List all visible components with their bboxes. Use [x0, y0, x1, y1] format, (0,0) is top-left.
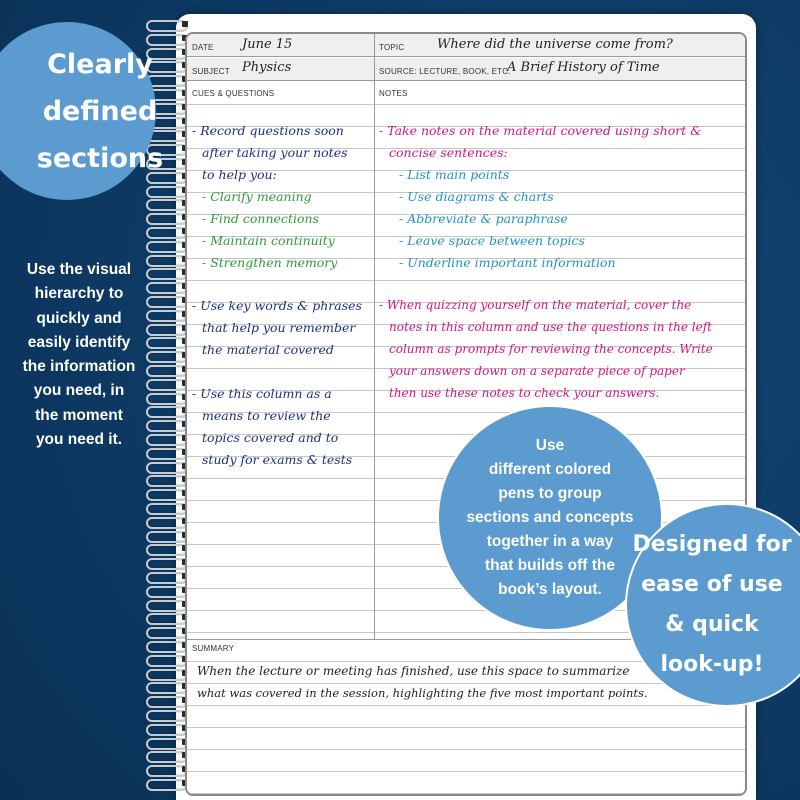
callout-line: ease of use: [641, 572, 783, 597]
callout-line: Use: [535, 437, 565, 454]
callout-line: that builds off the: [484, 557, 615, 574]
side-line: the moment: [35, 406, 123, 424]
callout-designed-for: [625, 503, 800, 707]
spiral-coil: [146, 558, 188, 568]
spiral-coil: [146, 517, 188, 527]
callout-line: Designed for: [632, 532, 792, 557]
source-label: SOURCE: LECTURE, BOOK, ETC.: [379, 67, 511, 76]
spiral-coil: [146, 227, 188, 237]
side-line: hierarchy to: [34, 285, 124, 303]
spiral-coil: [146, 655, 188, 665]
note-line: then use these notes to check your answers.: [389, 386, 660, 400]
cue-line: - Use key words & phrases: [192, 298, 362, 313]
summary-label: SUMMARY: [192, 644, 235, 653]
cue-item: - Strengthen memory: [202, 255, 338, 270]
rule-line: [187, 104, 745, 105]
topic-label: TOPIC: [379, 43, 405, 52]
spiral-coil: [146, 462, 188, 472]
callout-line: defined: [42, 95, 158, 127]
rule-line: [187, 749, 745, 750]
spiral-coil: [146, 724, 188, 734]
spiral-coil: [146, 627, 188, 637]
cue-line: topics covered and to: [202, 430, 339, 445]
spiral-coil: [146, 738, 188, 748]
cues-column-label: CUES & QUESTIONS: [192, 89, 275, 98]
side-line: the information: [22, 358, 136, 376]
cue-line: study for exams & tests: [202, 452, 353, 467]
spiral-coil: [146, 531, 188, 541]
note-item: - Underline important information: [399, 255, 616, 270]
callout-line: sections: [36, 142, 164, 174]
callout-line: Clearly: [47, 48, 153, 80]
note-line: your answers down on a separate piece of paper: [389, 364, 685, 378]
spiral-coil: [146, 489, 188, 499]
date-value: June 15: [242, 37, 293, 52]
rule-line: [187, 793, 745, 794]
note-line: - When quizzing yourself on the material, cover the: [379, 298, 692, 312]
summary-line: what was covered in the session, highlighting the five most important points.: [197, 686, 648, 700]
callout-clearly-defined: [0, 22, 164, 200]
spiral-coil: [146, 586, 188, 596]
spiral-coil: [146, 241, 188, 251]
callout-line: look-up!: [660, 652, 764, 677]
callout-line: sections and concepts: [466, 509, 634, 526]
callout-line: together in a way: [486, 533, 614, 550]
note-item: - Abbreviate & paraphrase: [399, 211, 568, 226]
cue-item: - Find connections: [202, 211, 319, 226]
topic-value: Where did the universe come from?: [437, 37, 673, 52]
callout-line: book’s layout.: [498, 581, 602, 598]
cue-item: - Clarify meaning: [202, 189, 312, 204]
spiral-coil: [146, 186, 188, 196]
spiral-coil: [146, 613, 188, 623]
date-label: DATE: [192, 43, 214, 52]
spiral-coil: [146, 199, 188, 209]
note-item: - List main points: [399, 167, 510, 182]
rule-line: [187, 727, 745, 728]
spiral-coil: [146, 641, 188, 651]
spiral-coil: [146, 751, 188, 761]
spiral-coil: [146, 600, 188, 610]
side-line: quickly and: [36, 309, 122, 327]
header-divider: [374, 34, 375, 82]
spiral-coil: [146, 682, 188, 692]
column-divider: [374, 82, 375, 639]
spiral-coil: [146, 765, 188, 775]
subject-label: SUBJECT: [192, 67, 230, 76]
spiral-coil: [146, 213, 188, 223]
cue-item: - Maintain continuity: [202, 233, 335, 248]
cue-line: - Record questions soon: [192, 123, 344, 138]
source-value: A Brief History of Time: [507, 60, 660, 75]
cue-line: that help you remember: [202, 320, 356, 335]
note-line: - Take notes on the material covered using short &: [379, 123, 702, 138]
spiral-coil: [146, 669, 188, 679]
note-item: - Leave space between topics: [399, 233, 585, 248]
note-line: column as prompts for reviewing the concepts. Write: [389, 342, 713, 356]
cue-line: after taking your notes: [202, 145, 348, 160]
note-line: concise sentences:: [389, 145, 508, 160]
cue-line: - Use this column as a: [192, 386, 332, 401]
rule-line: [187, 705, 745, 706]
side-line: easily identify: [27, 333, 131, 351]
visual-hierarchy-text: [4, 258, 154, 452]
spiral-coil: [146, 20, 188, 30]
subject-value: Physics: [242, 60, 292, 75]
cue-line: the material covered: [202, 342, 334, 357]
spiral-coil: [146, 572, 188, 582]
callout-line: pens to group: [498, 485, 602, 502]
note-item: - Use diagrams & charts: [399, 189, 554, 204]
spiral-coil: [146, 503, 188, 513]
side-line: you need it.: [35, 431, 123, 449]
spiral-coil: [146, 696, 188, 706]
spiral-coil: [146, 544, 188, 554]
side-line: you need, in: [33, 382, 125, 400]
rule-line: [187, 771, 745, 772]
summary-line: When the lecture or meeting has finished, use this space to summarize: [197, 664, 630, 678]
spiral-coil: [146, 710, 188, 720]
cue-line: to help you:: [202, 167, 277, 182]
cue-line: means to review the: [202, 408, 331, 423]
callout-line: different colored: [488, 461, 612, 478]
spiral-coil: [146, 779, 188, 789]
spiral-coil: [146, 475, 188, 485]
notes-column-label: NOTES: [379, 89, 408, 98]
note-line: notes in this column and use the questions in the left: [389, 320, 712, 334]
rule-line: [187, 280, 745, 281]
callout-line: & quick: [665, 612, 759, 637]
side-line: Use the visual: [26, 261, 132, 278]
